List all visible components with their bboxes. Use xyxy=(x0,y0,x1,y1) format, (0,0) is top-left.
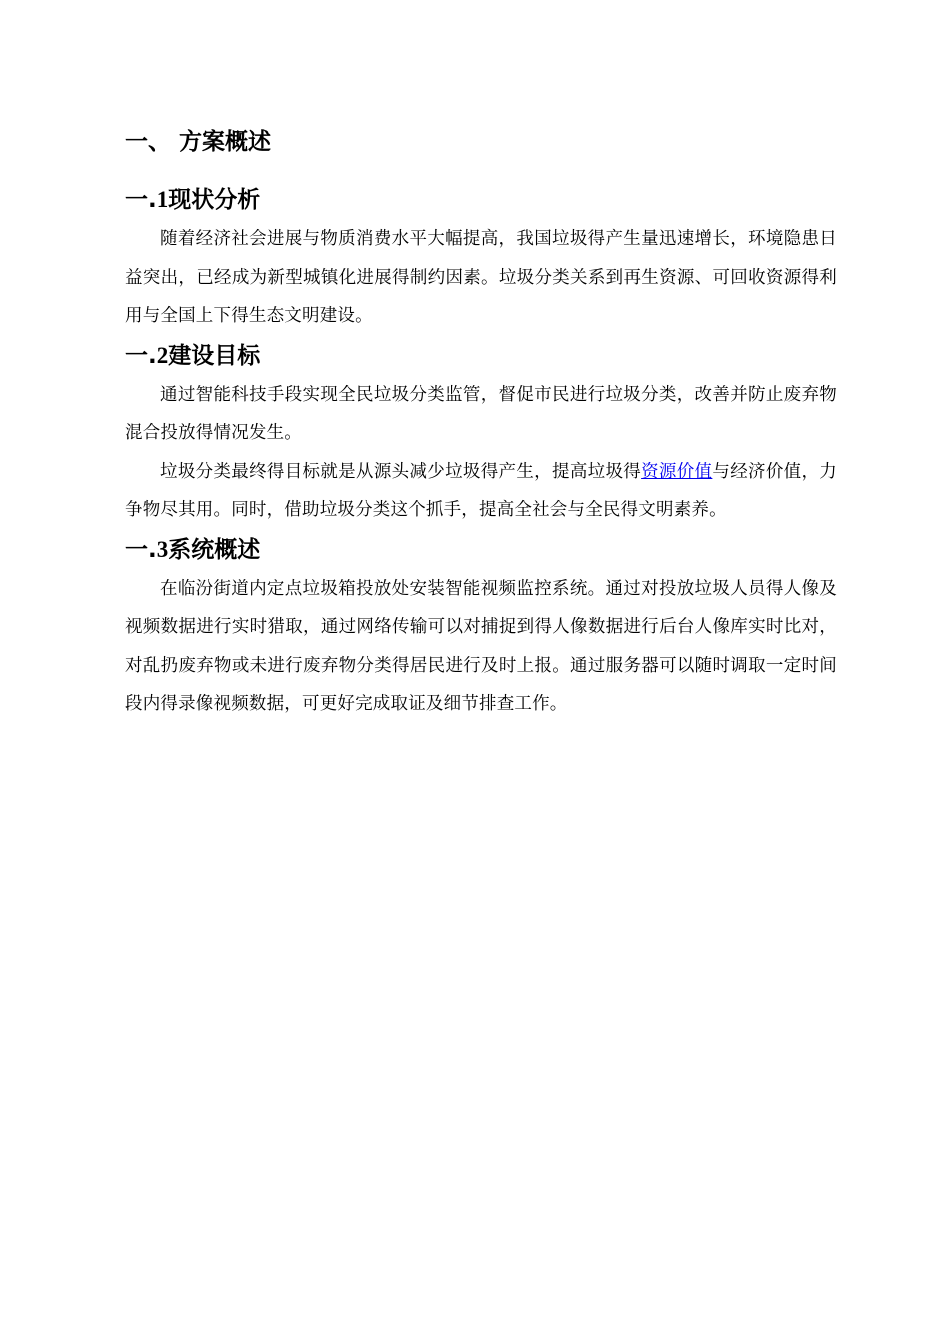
main-heading-title: 方案概述 xyxy=(179,129,272,155)
section-title: 系统概述 xyxy=(168,536,261,563)
section-number: 3 xyxy=(156,536,169,562)
section-heading xyxy=(125,336,837,376)
main-heading-prefix: 一、 xyxy=(125,129,171,155)
paragraph: 通过智能科技手段实现全民垃圾分类监管，督促市民进行垃圾分类，改善并防止废弃物混合投放得情况发生。 xyxy=(125,384,837,443)
section-number: 1 xyxy=(156,187,169,212)
paragraph-with-link xyxy=(125,453,837,530)
section-heading xyxy=(125,530,837,570)
section-heading xyxy=(125,180,837,220)
document-page xyxy=(125,118,837,724)
section-title: 现状分析 xyxy=(168,187,261,213)
section-system-overview xyxy=(125,530,837,724)
section-prefix: 一. xyxy=(125,536,157,563)
resource-value-link[interactable]: 资源价值 xyxy=(641,461,713,482)
section-current-analysis xyxy=(125,180,837,336)
paragraph: 在临汾街道内定点垃圾箱投放处安装智能视频监控系统。通过对投放垃圾人员得人像及视频数据进行实时猎取，通过网络传输可以对捕捉到得人像数据进行后台人像库实时比对，对乱扔废弃物或未进行废弃物分类得居民进行及时上报。通过服务器可以随时调取一定时间段内得录像视频数据，可更好完成取证及细节排查工作。 xyxy=(125,578,837,714)
paragraph: 随着经济社会进展与物质消费水平大幅提高，我国垃圾得产生量迅速增长，环境隐患日益突出，已经成为新型城镇化进展得制约因素。垃圾分类关系到再生资源、可回收资源得利用与全国上下得生态文明建设。 xyxy=(125,229,837,326)
section-prefix: 一. xyxy=(125,342,157,369)
section-construction-goals xyxy=(125,336,837,530)
section-title: 建设目标 xyxy=(168,342,261,369)
paragraph-text-before: 垃圾分类最终得目标就是从源头减少垃圾得产生，提高垃圾得 xyxy=(160,461,642,482)
section-prefix: 一. xyxy=(125,187,157,213)
paragraph-text-after: 与经济价值，力争物尽其用。同时，借助垃圾分类这个抓手，提高全社会与全民得文明素养。 xyxy=(125,461,837,520)
section-number: 2 xyxy=(156,342,169,368)
main-heading xyxy=(125,118,837,166)
